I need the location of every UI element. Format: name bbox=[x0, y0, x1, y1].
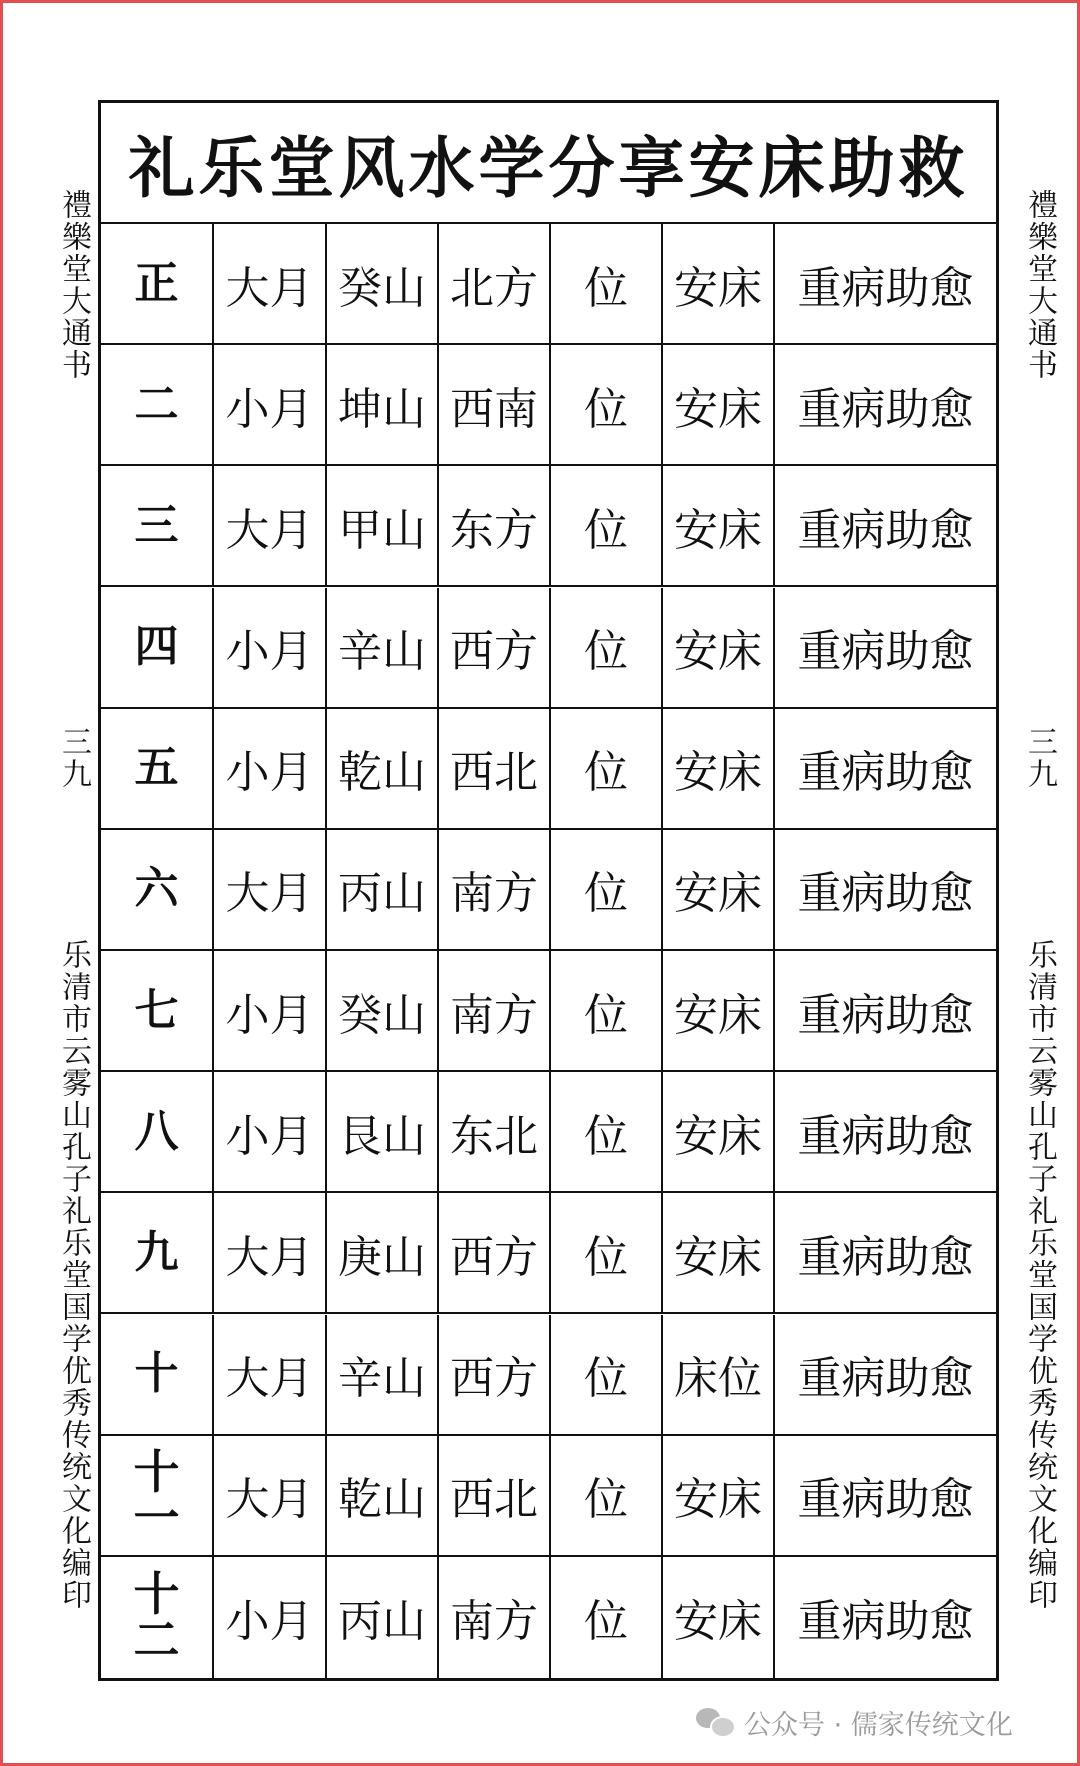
table-row bbox=[101, 466, 996, 587]
month-cell: 九 bbox=[101, 1193, 214, 1314]
action-cell: 安床 bbox=[663, 830, 775, 951]
direction-cell: 西方 bbox=[439, 1193, 551, 1314]
action-cell: 安床 bbox=[663, 1193, 775, 1314]
effect-cell: 重病助愈 bbox=[775, 1072, 996, 1193]
effect-cell: 重病助愈 bbox=[775, 830, 996, 951]
direction-cell: 西方 bbox=[439, 588, 551, 709]
table-row bbox=[101, 1193, 996, 1314]
month-size-cell: 大月 bbox=[214, 830, 327, 951]
mountain-cell: 乾山 bbox=[327, 1436, 439, 1557]
table-row bbox=[101, 1072, 996, 1193]
table-row bbox=[101, 951, 996, 1072]
month-cell: 二 bbox=[101, 345, 214, 466]
month-size-cell: 小月 bbox=[214, 345, 327, 466]
effect-cell: 重病助愈 bbox=[775, 466, 996, 587]
month-size-cell: 大月 bbox=[214, 1436, 327, 1557]
effect-cell: 重病助愈 bbox=[775, 588, 996, 709]
effect-cell: 重病助愈 bbox=[775, 1436, 996, 1557]
position-cell: 位 bbox=[551, 224, 663, 345]
bed-placement-table bbox=[98, 100, 999, 1681]
month-size-cell: 小月 bbox=[214, 951, 327, 1072]
table-row bbox=[101, 588, 996, 709]
direction-cell: 南方 bbox=[439, 951, 551, 1072]
month-size-cell: 小月 bbox=[214, 1072, 327, 1193]
position-cell: 位 bbox=[551, 1315, 663, 1436]
action-cell: 安床 bbox=[663, 345, 775, 466]
month-cell: 正 bbox=[101, 224, 214, 345]
table-row bbox=[101, 224, 996, 345]
position-cell: 位 bbox=[551, 1557, 663, 1678]
direction-cell: 东方 bbox=[439, 466, 551, 587]
effect-cell: 重病助愈 bbox=[775, 709, 996, 830]
action-cell: 安床 bbox=[663, 709, 775, 830]
table-row bbox=[101, 345, 996, 466]
month-cell: 十 一 bbox=[101, 1436, 214, 1557]
direction-cell: 北方 bbox=[439, 224, 551, 345]
mountain-cell: 辛山 bbox=[327, 1315, 439, 1436]
position-cell: 位 bbox=[551, 951, 663, 1072]
mountain-cell: 庚山 bbox=[327, 1193, 439, 1314]
position-cell: 位 bbox=[551, 1436, 663, 1557]
effect-cell: 重病助愈 bbox=[775, 951, 996, 1072]
effect-cell: 重病助愈 bbox=[775, 345, 996, 466]
mountain-cell: 艮山 bbox=[327, 1072, 439, 1193]
watermark bbox=[696, 1700, 1013, 1744]
month-size-cell: 大月 bbox=[214, 224, 327, 345]
position-cell: 位 bbox=[551, 466, 663, 587]
position-cell: 位 bbox=[551, 345, 663, 466]
mountain-cell: 坤山 bbox=[327, 345, 439, 466]
mountain-cell: 丙山 bbox=[327, 830, 439, 951]
month-size-cell: 小月 bbox=[214, 709, 327, 830]
position-cell: 位 bbox=[551, 1072, 663, 1193]
left-publisher-note: 乐清市云雾山孔子礼乐堂国学优秀传统文化编印 bbox=[56, 939, 91, 1611]
mountain-cell: 乾山 bbox=[327, 709, 439, 830]
month-size-cell: 大月 bbox=[214, 466, 327, 587]
month-cell: 十 bbox=[101, 1315, 214, 1436]
effect-cell: 重病助愈 bbox=[775, 224, 996, 345]
mountain-cell: 癸山 bbox=[327, 951, 439, 1072]
month-size-cell: 大月 bbox=[214, 1193, 327, 1314]
table-row bbox=[101, 709, 996, 830]
action-cell: 安床 bbox=[663, 1557, 775, 1678]
wechat-icon bbox=[696, 1706, 734, 1738]
table-row bbox=[101, 1315, 996, 1436]
action-cell: 安床 bbox=[663, 588, 775, 709]
month-cell: 四 bbox=[101, 588, 214, 709]
table-rows bbox=[101, 224, 996, 1678]
mountain-cell: 癸山 bbox=[327, 224, 439, 345]
direction-cell: 南方 bbox=[439, 830, 551, 951]
month-size-cell: 小月 bbox=[214, 588, 327, 709]
effect-cell: 重病助愈 bbox=[797, 1596, 974, 1648]
position-cell: 位 bbox=[551, 830, 663, 951]
table-row bbox=[101, 830, 996, 951]
action-cell: 安床 bbox=[663, 951, 775, 1072]
position-cell: 位 bbox=[551, 709, 663, 830]
action-cell: 安床 bbox=[663, 1436, 775, 1557]
month-cell: 五 bbox=[101, 709, 214, 830]
action-cell: 安床 bbox=[663, 466, 775, 587]
direction-cell: 西北 bbox=[439, 1436, 551, 1557]
action-cell: 安床 bbox=[663, 1072, 775, 1193]
month-cell: 八 bbox=[101, 1072, 214, 1193]
left-side-title: 禮樂堂大通书 bbox=[56, 189, 91, 381]
right-side-title: 禮樂堂大通书 bbox=[1022, 189, 1057, 381]
right-publisher-note: 乐清市云雾山孔子礼乐堂国学优秀传统文化编印 bbox=[1022, 939, 1057, 1611]
month-cell: 十 二 bbox=[101, 1557, 214, 1678]
table-title: 礼乐堂风水学分享安床助救 bbox=[101, 103, 996, 224]
watermark-text: 公众号 · 儒家传统文化 bbox=[744, 1709, 1013, 1741]
action-cell: 安床 bbox=[663, 224, 775, 345]
effect-cell: 重病助愈 bbox=[775, 1193, 996, 1314]
mountain-cell: 丙山 bbox=[327, 1557, 439, 1678]
direction-cell: 西南 bbox=[439, 345, 551, 466]
left-page-number: 三九 bbox=[56, 726, 91, 790]
position-cell: 位 bbox=[551, 1193, 663, 1314]
right-page-number: 三九 bbox=[1022, 726, 1057, 790]
month-cell: 六 bbox=[101, 830, 214, 951]
direction-cell: 南方 bbox=[439, 1557, 551, 1678]
table-row bbox=[101, 1436, 996, 1557]
month-size-cell: 小月 bbox=[214, 1557, 327, 1678]
direction-cell: 西方 bbox=[439, 1315, 551, 1436]
direction-cell: 西北 bbox=[439, 709, 551, 830]
effect-cell: 重病助愈 bbox=[775, 1315, 996, 1436]
mountain-cell: 甲山 bbox=[327, 466, 439, 587]
position-cell: 位 bbox=[551, 588, 663, 709]
month-size-cell: 大月 bbox=[214, 1315, 327, 1436]
mountain-cell: 辛山 bbox=[327, 588, 439, 709]
month-cell: 七 bbox=[101, 951, 214, 1072]
month-cell: 三 bbox=[101, 466, 214, 587]
direction-cell: 东北 bbox=[439, 1072, 551, 1193]
action-cell: 床位 bbox=[663, 1315, 775, 1436]
table-row bbox=[101, 1557, 996, 1678]
